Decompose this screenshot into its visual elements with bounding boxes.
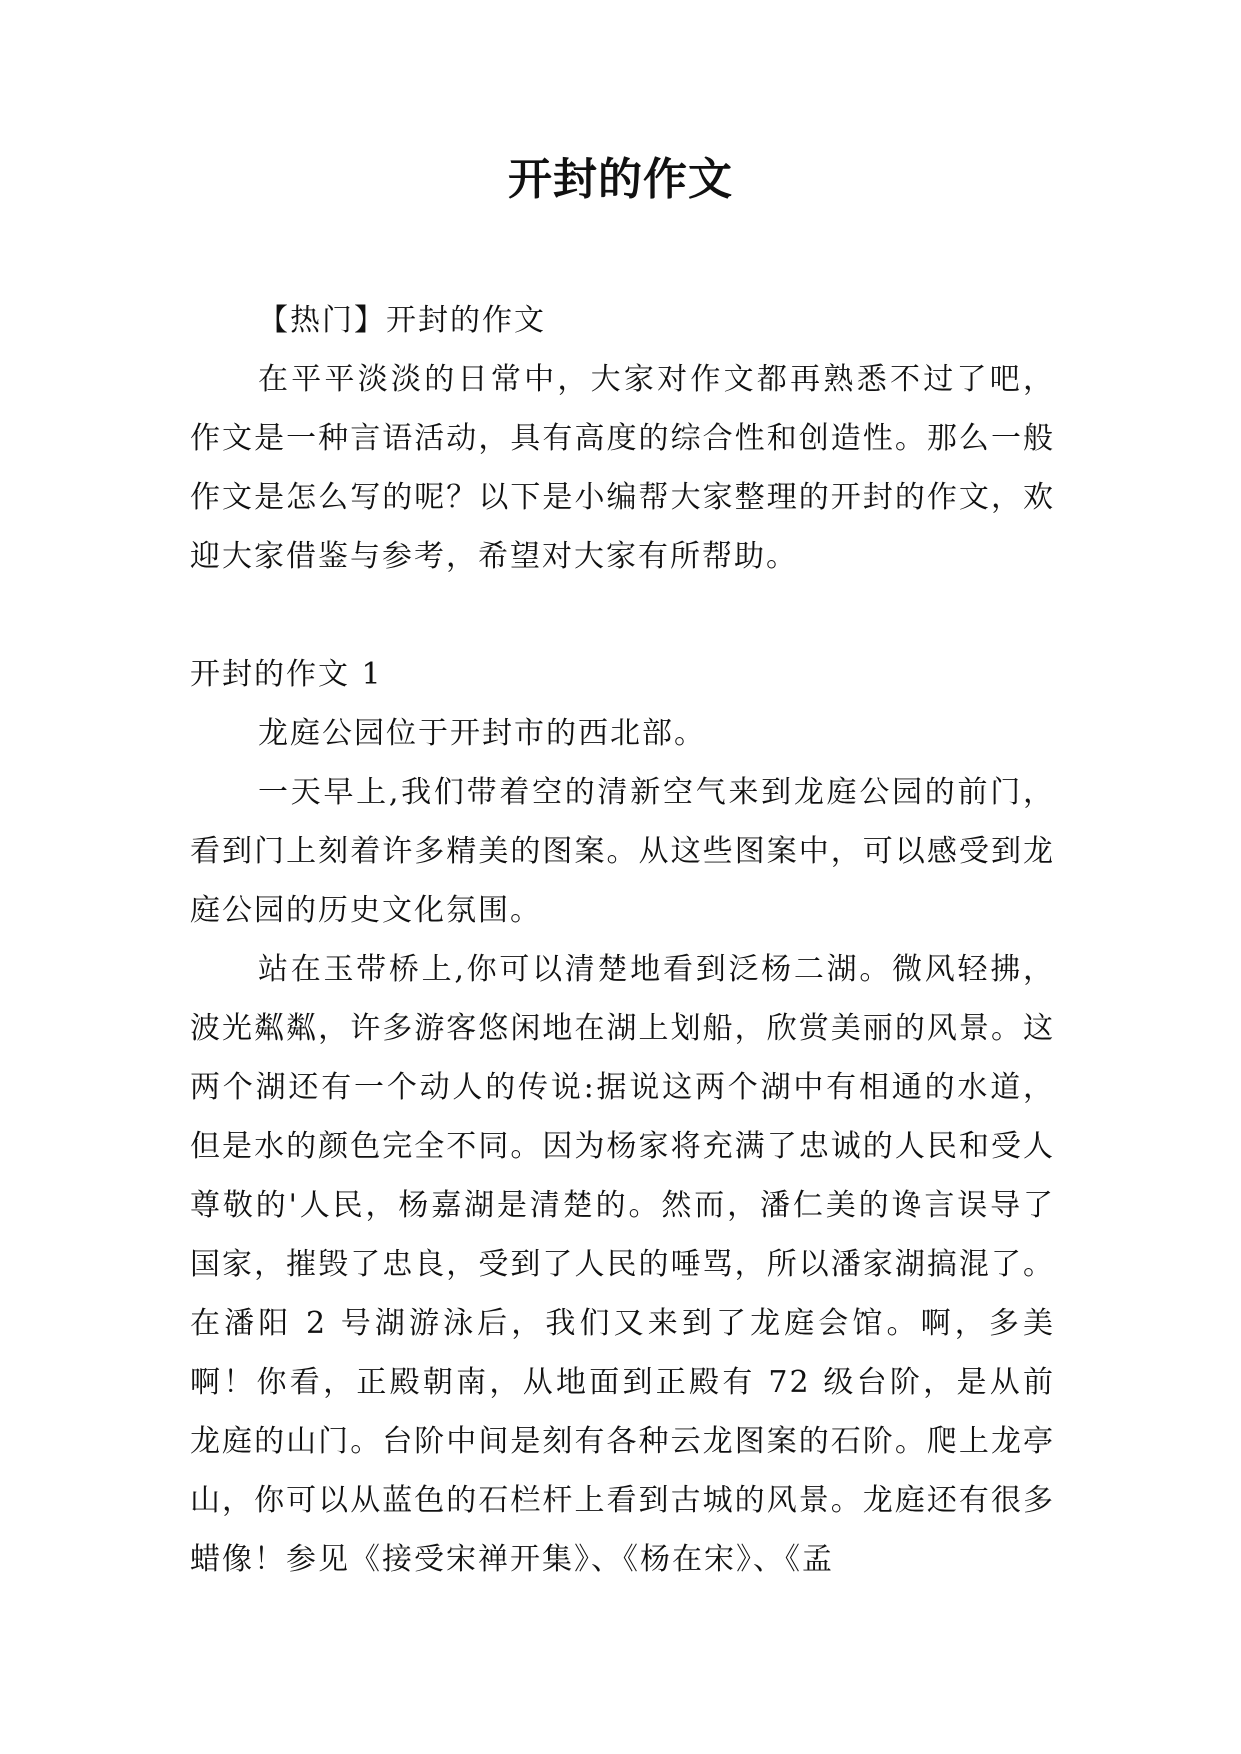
section-spacer [190, 586, 1055, 645]
document-body [190, 291, 1055, 1589]
intro-paragraph: 在平平淡淡的日常中，大家对作文都再熟悉不过了吧，作文是一种言语活动，具有高度的综合性和创造性。那么一般作文是怎么写的呢？以下是小编帮大家整理的开封的作文，欢迎大家借鉴与参考，希望对大家有所帮助。 [190, 362, 1055, 574]
essay-paragraph: 一天早上,我们带着空的清新空气来到龙庭公园的前门，看到门上刻着许多精美的图案。从这些图案中，可以感受到龙庭公园的历史文化氛围。 [190, 775, 1055, 928]
intro-heading: 【热门】开封的作文 [258, 303, 546, 338]
essay-paragraph: 龙庭公园位于开封市的西北部。 [258, 716, 706, 751]
essay-paragraph: 站在玉带桥上,你可以清楚地看到泛杨二湖。微风轻拂，波光粼粼，许多游客悠闲地在湖上划船，欣赏美丽的风景。这两个湖还有一个动人的传说:据说这两个湖中有相通的水道，但是水的颜色完全不同。因为杨家将充满了忠诚的人民和受人尊敬的'人民，杨嘉湖是清楚的。然而，潘仁美的谗言误导了国家，摧毁了忠良，受到了人民的唾骂，所以潘家湖搞混了。在潘阳 2 号湖游泳后，我们又来到了龙庭会馆。啊，多美啊！你看，正殿朝南，从地面到正殿有 72 级台阶，是从前龙庭的山门。台阶中间是刻有各种云龙图案的石阶。爬上龙亭山，你可以从蓝色的石栏杆上看到古城的风景。龙庭还有很多蜡像！参见《接受宋禅开集》、《杨在宋》、《孟 [190, 952, 1055, 1577]
document-title: 开封的作文 [508, 154, 733, 205]
essay-heading: 开封的作文 1 [190, 657, 383, 692]
